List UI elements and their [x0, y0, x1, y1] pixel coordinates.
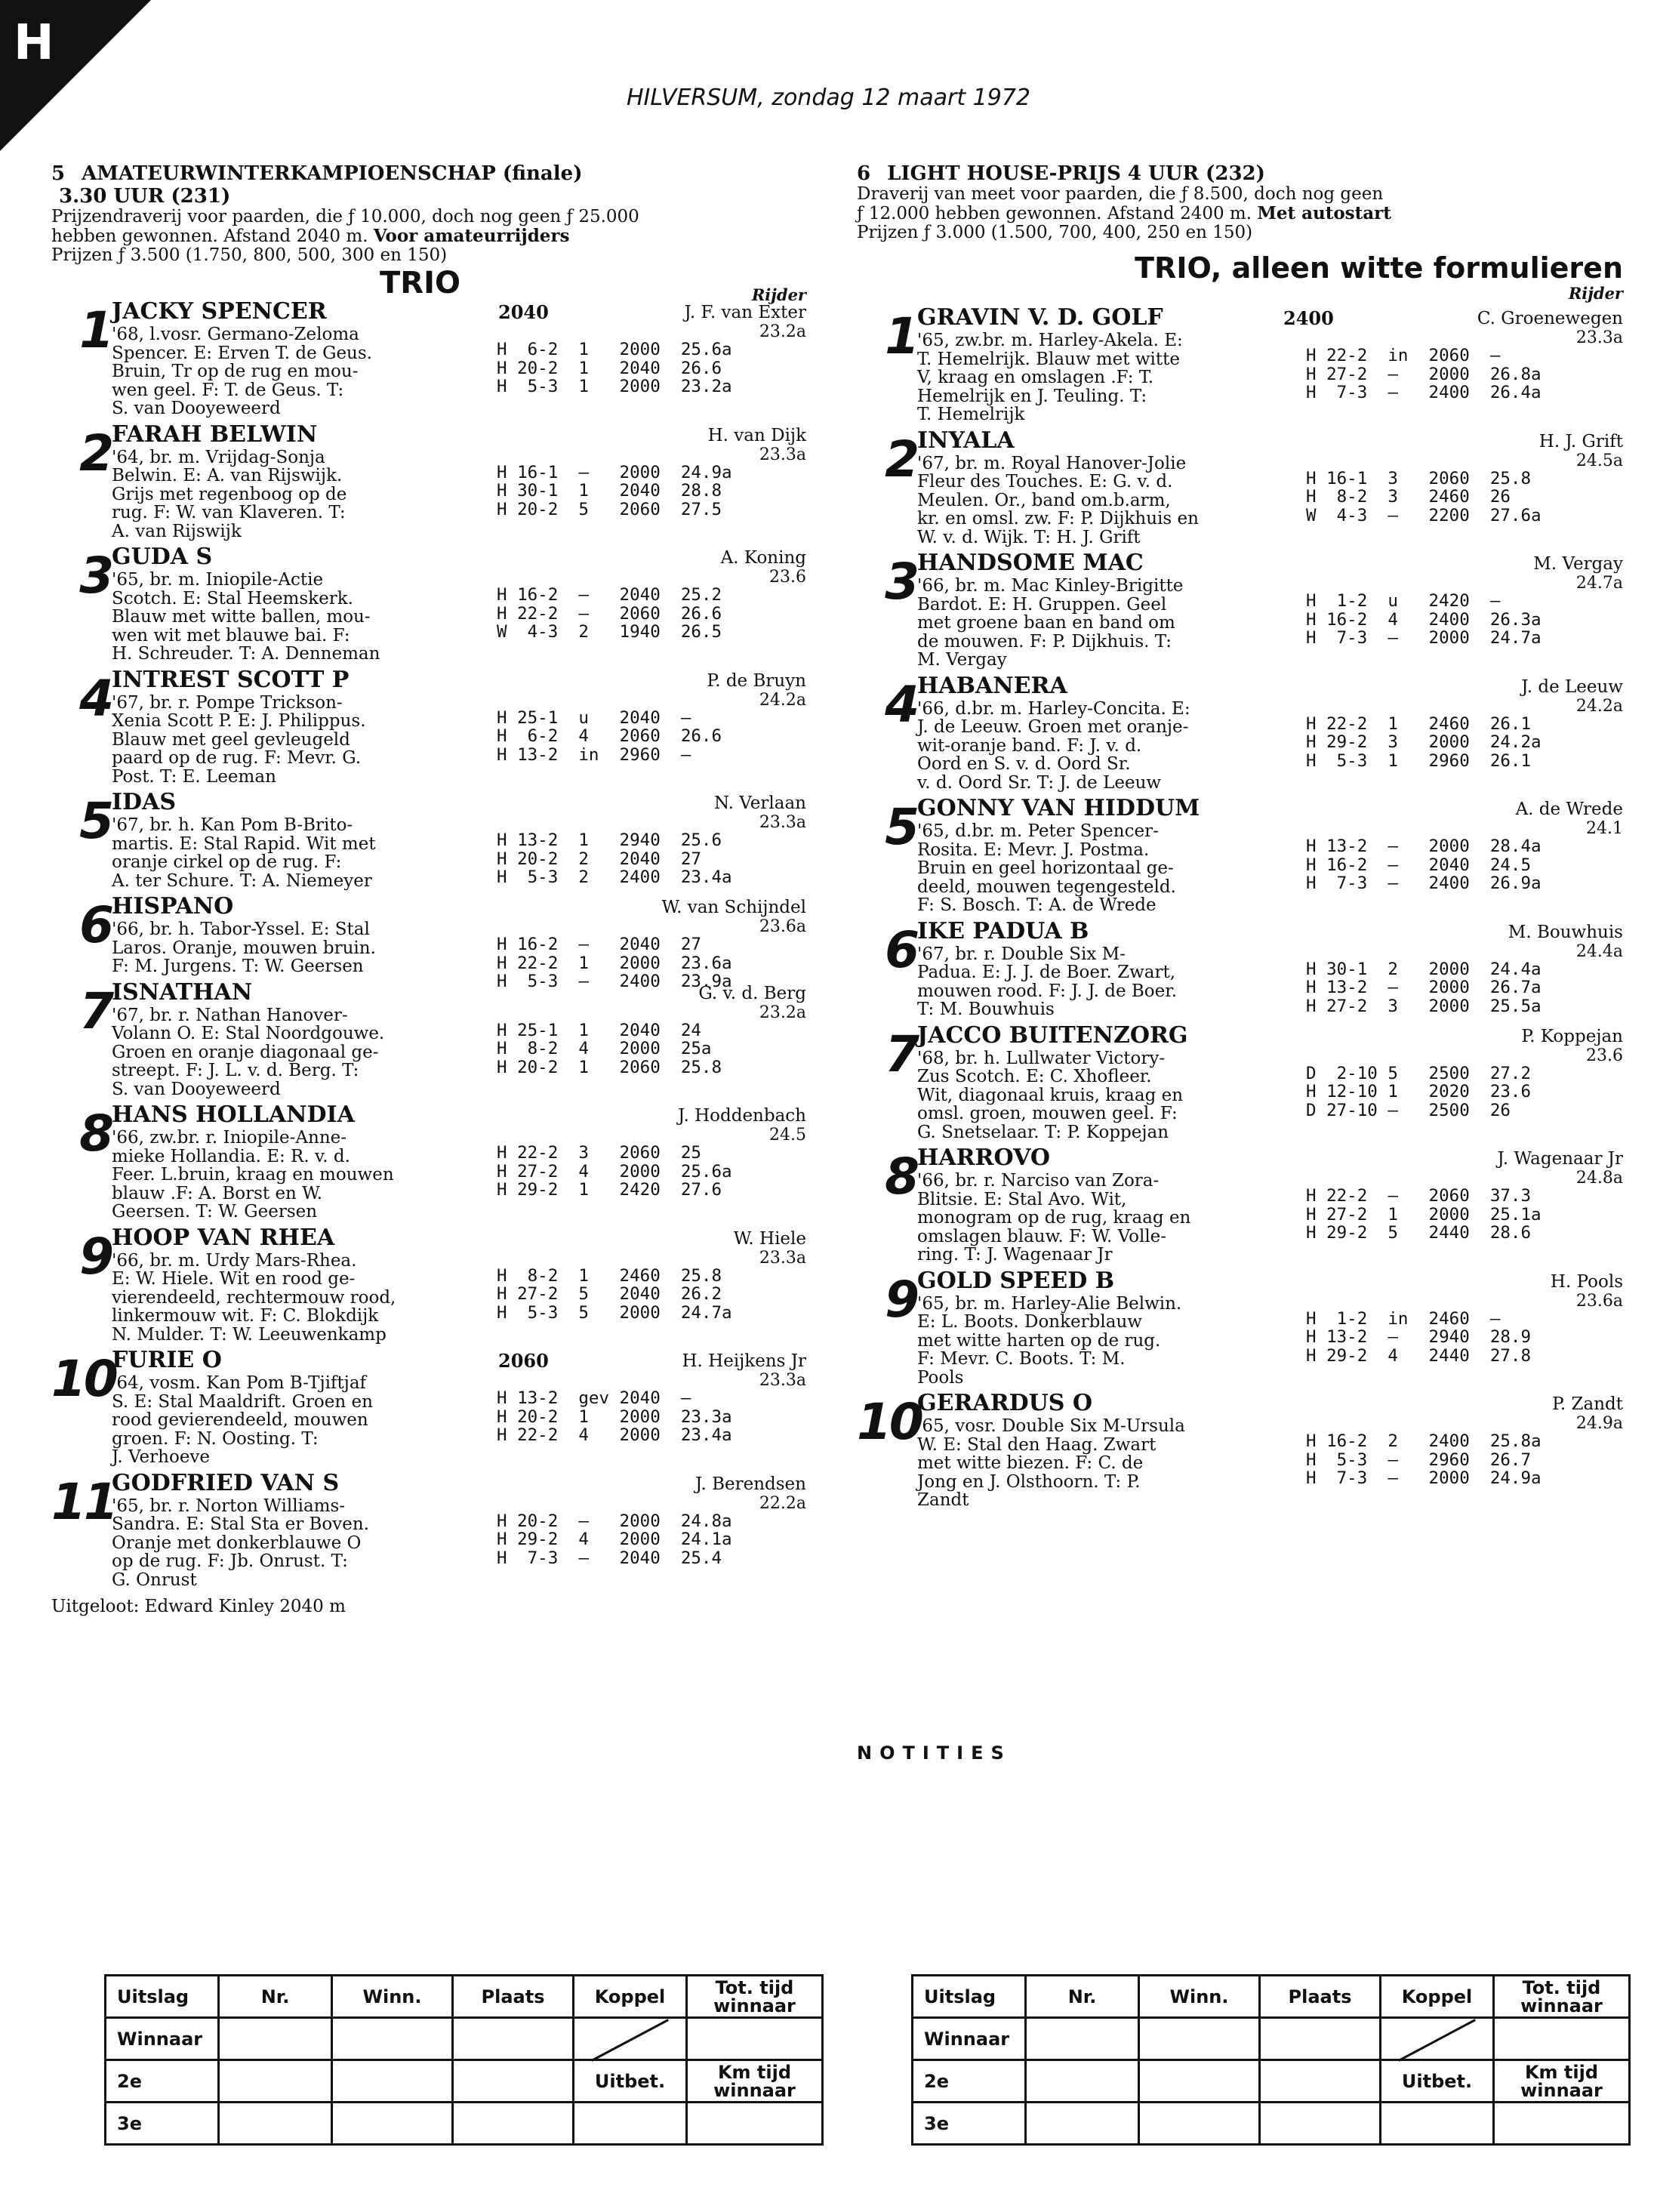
start-number: 11 [51, 1472, 116, 1531]
record-time: 23.6a [1575, 1291, 1623, 1311]
km-tijd-label: Km tijd winnaar [1494, 2060, 1630, 2103]
trio-line [51, 266, 806, 304]
race-time: 3.30 UUR (231) [59, 185, 231, 208]
horse-info: '67, br. r. Double Six M- Padua. E: J. J. de Boer. Zwart, mouwen rood. F: J. J. de Boer. T: M. Bouwhuis [917, 944, 1178, 1019]
header-tot-tijd: Tot. tijd winnaar [687, 1976, 823, 2018]
rider-name: M. Bouwhuis [1508, 922, 1623, 942]
rider-name: J. de Leeuw [1521, 676, 1623, 697]
horse-info: '65, d.br. m. Peter Spencer- Rosita. E: Mevr. J. Postma. Bruin en geel horizontaal ge- deeld, mouwen tegengesteld. F: S. Bosch. T: A. de Wrede [917, 821, 1176, 915]
winnaar-plaats-cell[interactable] [1260, 2018, 1381, 2060]
horse-info: '64, vosm. Kan Pom B-Tjiftjaf S. E: Stal Maaldrift. Groen en rood gevierendeeld, mouwen groen. F: N. Oosting. T: J. Verhoeve [112, 1373, 373, 1467]
horse-name: HOOP VAN RHEA [112, 1224, 335, 1251]
trio-label: TRIO [380, 266, 460, 300]
header-koppel: Koppel [1381, 1976, 1494, 2018]
2e-nr-cell[interactable] [219, 2060, 332, 2103]
record-time: 24.2a [1575, 696, 1623, 716]
horse-name: HABANERA [917, 672, 1067, 699]
horse-entry [857, 674, 1623, 797]
start-number: 5 [885, 798, 917, 856]
3e-nr-cell[interactable] [1026, 2103, 1139, 2145]
rider-name: J. Berendsen [695, 1474, 806, 1494]
start-number: 6 [885, 920, 917, 979]
race-description [51, 208, 806, 265]
winnaar-winn-cell[interactable] [1139, 2018, 1260, 2060]
race-header [857, 162, 1623, 185]
horse-name: IKE PADUA B [917, 917, 1089, 944]
2e-nr-cell[interactable] [1026, 2060, 1139, 2103]
header-nr: Nr. [219, 1976, 332, 2018]
winnaar-plaats-cell[interactable] [453, 2018, 574, 2060]
uitbet-value-cell[interactable] [1381, 2103, 1494, 2145]
rijder-line [857, 286, 1623, 301]
race-description [857, 185, 1623, 242]
horse-entry [51, 1226, 806, 1349]
horse-name: GOLD SPEED B [917, 1267, 1115, 1294]
record-time: 23.3a [759, 445, 806, 464]
2e-winn-cell[interactable] [332, 2060, 453, 2103]
horse-info: '67, br. h. Kan Pom B-Brito- martis. E: Stal Rapid. Wit met oranje cirkel op de rug. F: A. ter Schure. T: A. Niemeyer [112, 815, 376, 891]
recent-results: D 2-10 5 2500 27.2 H 12-10 1 2020 23.6 D 27-10 — 2500 26 [1306, 1063, 1532, 1120]
rider-name: N. Verlaan [714, 793, 806, 813]
km-tijd-value-cell[interactable] [687, 2103, 823, 2145]
horse-info: '66, d.br. m. Harley-Concita. E: J. de Leeuw. Groen met oranje- wit-oranje band. F: J. v. d. Oord en S. v. d. Oord Sr. v. d. Oord Sr. T: J. de Leeuw [917, 698, 1190, 793]
rider-name: P. Zandt [1552, 1394, 1623, 1414]
record-time: 23.3a [1575, 328, 1623, 347]
start-distance: 2040 [498, 301, 549, 323]
recent-results: H 16-2 — 2040 25.2 H 22-2 — 2060 26.6 W 4-3 2 1940 26.5 [497, 585, 722, 642]
horse-entry [51, 300, 806, 423]
recent-results: H 22-2 — 2060 37.3 H 27-2 1 2000 25.1a H 29-2 5 2440 28.6 [1306, 1186, 1542, 1243]
winnaar-nr-cell[interactable] [219, 2018, 332, 2060]
record-time: 23.3a [759, 1371, 806, 1390]
start-number: 10 [857, 1393, 922, 1451]
rider-name: A. Koning [720, 548, 806, 568]
recent-results: H 16-2 2 2400 25.8a H 5-3 — 2960 26.7 H 7-3 — 2000 24.9a [1306, 1431, 1542, 1488]
rider-name: J. F. van Exter [684, 303, 806, 322]
horse-info: '67, br. r. Pompe Trickson- Xenia Scott P. E: J. Philippus. Blauw met geel gevleugeld paard op de rug. F: Mevr. G. Post. T: E. Leeman [112, 692, 366, 787]
start-number: 1 [79, 301, 112, 359]
horse-entry [51, 1348, 806, 1471]
result-table-right [911, 1974, 1631, 2146]
horse-name: INYALA [917, 427, 1015, 454]
recent-results: H 22-2 1 2460 26.1 H 29-2 3 2000 24.2a H 5-3 1 2960 26.1 [1306, 713, 1542, 771]
rider-name: P. Koppejan [1521, 1026, 1623, 1046]
start-number: 3 [885, 553, 917, 611]
trio-line [857, 251, 1623, 286]
recent-results: H 22-2 3 2060 25 H 27-2 4 2000 25.6a H 29-2 1 2420 27.6 [497, 1143, 732, 1200]
3e-winn-cell[interactable] [1139, 2103, 1260, 2145]
horse-info: '67, br. r. Nathan Hanover- Volann O. E: Stal Noordgouwe. Groen en oranje diagonaal ge- streept. F: J. L. v. d. Berg. T: S. van Dooyeweerd [112, 1005, 385, 1099]
start-distance: 2400 [1283, 307, 1334, 329]
horse-name: GERARDUS O [917, 1390, 1093, 1416]
start-number: 9 [885, 1270, 917, 1329]
horse-info: '65, br. r. Norton Williams- Sandra. E: Stal Sta er Boven. Oranje met donkerblauwe O op de rug. F: Jb. Onrust. T: G. Onrust [112, 1496, 369, 1590]
row-winnaar-label: Winnaar [913, 2018, 1026, 2060]
recent-results: H 1-2 u 2420 — H 16-2 4 2400 26.3a H 7-3 — 2000 24.7a [1306, 591, 1542, 648]
header-plaats: Plaats [453, 1976, 574, 2018]
koppel-slash-cell[interactable] [574, 2018, 687, 2060]
race-desc-bold: Voor amateurrijders [373, 226, 570, 246]
corner-letter: H [14, 15, 54, 71]
horse-info: '65, vosr. Double Six M-Ursula W. E: Stal den Haag. Zwart met witte biezen. F: C. de Jong en J. Olsthoorn. T: P. Zandt [917, 1416, 1185, 1510]
start-number: 2 [885, 430, 917, 488]
race-header [51, 162, 806, 185]
race-number: 6 [857, 162, 871, 185]
horse-entry [857, 551, 1623, 674]
2e-plaats-cell[interactable] [453, 2060, 574, 2103]
recent-results: H 16-1 3 2060 25.8 H 8-2 3 2460 26 W 4-3 — 2200 27.6a [1306, 468, 1542, 525]
horse-entry [857, 917, 1623, 1024]
race-6-column [857, 162, 1623, 1514]
page-title: HILVERSUM, zondag 12 maart 1972 [626, 85, 1031, 111]
horse-info: '66, br. m. Urdy Mars-Rhea. E: W. Hiele. Wit en rood ge- vierendeeld, rechtermouw rood, linkermouw wit. F: C. Blokdijk N. Mulder. T: W. Leeuwenkamp [112, 1250, 396, 1345]
start-number: 2 [79, 424, 112, 482]
uitbet-label: Uitbet. [574, 2060, 687, 2103]
3e-plaats-cell[interactable] [453, 2103, 574, 2145]
rider-name: H. van Dijk [707, 425, 806, 445]
row-2e-label: 2e [106, 2060, 219, 2103]
horse-entry [51, 1471, 806, 1594]
header-nr: Nr. [1026, 1976, 1139, 2018]
horse-name: GODFRIED VAN S [112, 1469, 340, 1496]
uitbet-label: Uitbet. [1381, 2060, 1494, 2103]
record-time: 23.2a [759, 322, 806, 341]
start-number: 8 [885, 1148, 917, 1206]
horse-name: JACCO BUITENZORG [917, 1021, 1188, 1049]
recent-results: H 16-1 — 2000 24.9a H 30-1 1 2040 28.8 H 20-2 5 2060 27.5 [497, 462, 732, 519]
race-desc-text: ƒ 12.000 hebben gewonnen. Afstand 2400 m. [857, 204, 1258, 223]
race-desc-line: Prijzendraverij voor paarden, die ƒ 10.000, doch nog geen ƒ 25.000 [51, 207, 639, 226]
race-desc-text: hebben gewonnen. Afstand 2040 m. [51, 226, 374, 246]
koppel-slash-cell[interactable] [1381, 2018, 1494, 2060]
start-number: 10 [51, 1350, 116, 1408]
rider-name: W. van Schijndel [661, 898, 806, 917]
header-tot-tijd: Tot. tijd winnaar [1494, 1976, 1630, 2018]
record-time: 23.6 [1586, 1046, 1623, 1065]
horse-name: IDAS [112, 789, 176, 815]
horse-info: '66, br. h. Tabor-Yssel. E: Stal Laros. Oranje, mouwen bruin. F: M. Jurgens. T: W. Geersen [112, 920, 376, 976]
start-number: 7 [885, 1024, 917, 1083]
record-time: 22.2a [759, 1493, 806, 1513]
record-time: 24.4a [1575, 941, 1623, 961]
horse-entry [51, 893, 806, 991]
horse-name: HANDSOME MAC [917, 550, 1144, 576]
start-number: 6 [79, 896, 112, 954]
rider-name: C. Groenewegen [1477, 309, 1623, 328]
horse-info: '66, br. m. Mac Kinley-Brigitte Bardot. E: H. Gruppen. Geel met groene baan en band om de mouwen. F: P. Dijkhuis. T: M. Vergay [917, 576, 1184, 670]
result-table-left [104, 1974, 824, 2146]
recent-results: H 13-2 — 2000 28.4a H 16-2 — 2040 24.5 H 7-3 — 2400 26.9a [1306, 836, 1542, 893]
record-time: 24.2a [759, 690, 806, 710]
race-desc-bold: Met autostart [1257, 203, 1391, 223]
race-name: AMATEURWINTERKAMPIOENSCHAP (finale) [82, 162, 583, 185]
uitbet-value-cell[interactable] [574, 2103, 687, 2145]
race-desc-line: Prijzen ƒ 3.500 (1.750, 800, 500, 300 en 150) [51, 245, 448, 265]
3e-winn-cell[interactable] [332, 2103, 453, 2145]
race-name: LIGHT HOUSE-PRIJS 4 UUR (232) [887, 162, 1265, 185]
record-time: 24.7a [1575, 574, 1623, 593]
header-winn: Winn. [1139, 1976, 1260, 2018]
horse-name: GONNY VAN HIDDUM [917, 795, 1200, 821]
horse-name: FARAH BELWIN [112, 421, 318, 448]
recent-results: H 13-2 1 2940 25.6 H 20-2 2 2040 27 H 5-3 2 2400 23.4a [497, 830, 732, 887]
notities-heading: NOTITIES [857, 1742, 1012, 1764]
rider-name: J. Wagenaar Jr [1497, 1149, 1623, 1169]
2e-plaats-cell[interactable] [1260, 2060, 1381, 2103]
horse-entry [857, 1146, 1623, 1269]
horse-info: '64, br. m. Vrijdag-Sonja Belwin. E: A. van Rijswijk. Grijs met regenboog op de rug. F: W. van Klaveren. T: A. van Rijswijk [112, 447, 347, 541]
row-3e-label: 3e [913, 2103, 1026, 2145]
horse-entry [857, 796, 1623, 920]
start-distance: 2060 [498, 1350, 549, 1372]
record-time: 23.3a [759, 1248, 806, 1268]
horse-info: '65, zw.br. m. Harley-Akela. E: T. Hemelrijk. Blauw met witte V, kraag en omslagen .F: T. Hemelrijk en J. Teuling. T: T. Hemelrijk [917, 331, 1183, 424]
recent-results: H 16-2 — 2040 27 H 22-2 1 2000 23.6a H 5-3 — 2400 23.9a [497, 935, 732, 991]
race-desc-line [51, 226, 806, 246]
rijder-label: Rijder [751, 285, 806, 304]
horse-name: INTREST SCOTT P [112, 666, 350, 693]
horse-name: GUDA S [112, 544, 213, 570]
rider-name: G. v. d. Berg [698, 983, 806, 1003]
rider-name: H. J. Grift [1538, 431, 1623, 451]
km-tijd-label: Km tijd winnaar [687, 2060, 823, 2103]
race-desc-line: Prijzen ƒ 3.000 (1.500, 700, 400, 250 en 150) [857, 223, 1253, 242]
horse-entry [51, 1103, 806, 1226]
tot-tijd-cell[interactable] [1494, 2018, 1630, 2060]
horse-entry [51, 978, 806, 1104]
record-time: 24.9a [1575, 1414, 1623, 1433]
header-uitslag: Uitslag [106, 1976, 219, 2018]
start-number: 3 [79, 547, 112, 605]
horse-name: HANS HOLLANDIA [112, 1101, 355, 1128]
horse-name: HARROVO [917, 1145, 1050, 1171]
horse-info: '66, br. r. Narciso van Zora- Blitsie. E: Stal Avo. Wit, monogram op de rug, kraag en omslagen blauw. F: W. Volle- ring. T: J. Wagenaar Jr [917, 1171, 1191, 1265]
record-time: 23.2a [759, 1003, 806, 1022]
2e-winn-cell[interactable] [1139, 2060, 1260, 2103]
rider-name: A. de Wrede [1515, 799, 1623, 819]
horse-info: '65, br. m. Iniopile-Actie Scotch. E: Stal Heemskerk. Blauw met witte ballen, mou- wen wit met blauwe bai. F: H. Schreuder. T: A. Denneman [112, 570, 380, 664]
header-koppel: Koppel [574, 1976, 687, 2018]
start-number: 9 [79, 1227, 112, 1286]
horse-name: GRAVIN V. D. GOLF [917, 304, 1163, 331]
3e-nr-cell[interactable] [219, 2103, 332, 2145]
horse-entry [857, 1391, 1623, 1514]
horse-info: '67, br. m. Royal Hanover-Jolie Fleur des Touches. E: G. v. d. Meulen. Or., band om.b.arm, kr. en omsl. zw. F: P. Dijkhuis en W. v. d. Wijk. T: H. J. Grift [917, 453, 1199, 547]
horse-name: FURIE O [112, 1347, 222, 1373]
rider-name: H. Pools [1550, 1271, 1623, 1292]
header-uitslag: Uitslag [913, 1976, 1026, 2018]
winnaar-winn-cell[interactable] [332, 2018, 453, 2060]
recent-results: H 22-2 in 2060 — H 27-2 — 2000 26.8a H 7-3 — 2400 26.4a [1306, 346, 1542, 402]
km-tijd-value-cell[interactable] [1494, 2103, 1630, 2145]
horse-name: JACKY SPENCER [112, 298, 327, 325]
horse-entry [857, 1269, 1623, 1392]
3e-plaats-cell[interactable] [1260, 2103, 1381, 2145]
recent-results: H 6-2 1 2000 25.6a H 20-2 1 2040 26.6 H 5-3 1 2000 23.2a [497, 340, 732, 396]
rider-name: P. de Bruyn [707, 670, 806, 691]
race-5-column [51, 162, 806, 1616]
start-number: 5 [79, 792, 112, 850]
recent-results: H 30-1 2 2000 24.4a H 13-2 — 2000 26.7a H 27-2 3 2000 25.5a [1306, 959, 1542, 1016]
header-winn: Winn. [332, 1976, 453, 2018]
horse-entry [857, 429, 1623, 552]
row-2e-label: 2e [913, 2060, 1026, 2103]
recent-results: H 25-1 u 2040 — H 6-2 4 2060 26.6 H 13-2 in 2960 — [497, 707, 722, 765]
entry-list [51, 300, 806, 1594]
recent-results: H 25-1 1 2040 24 H 8-2 4 2000 25a H 20-2 1 2060 25.8 [497, 1020, 722, 1077]
record-time: 24.5 [769, 1126, 806, 1145]
rider-name: J. Hoddenbach [678, 1106, 806, 1126]
record-time: 23.6 [769, 568, 806, 587]
horse-entry [51, 423, 806, 546]
horse-entry [51, 668, 806, 791]
horse-info: '65, br. m. Harley-Alie Belwin. E: L. Boots. Donkerblauw met witte harten op de rug. F: Mevr. C. Boots. T: M. Pools [917, 1293, 1182, 1388]
rider-name: M. Vergay [1533, 554, 1623, 574]
start-number: 4 [79, 669, 112, 728]
horse-info: '66, zw.br. r. Iniopile-Anne- mieke Hollandia. E: R. v. d. Feer. L.bruin, kraag en mouwen blauw .F: A. Borst en W. Geersen. T: W. Geersen [112, 1128, 394, 1222]
horse-info: '68, br. h. Lullwater Victory- Zus Scotch. E: C. Xhofleer. Wit, diagonaal kruis, kraag en omsl. groen, mouwen geel. F: G. Snetselaar. T: P. Koppejan [917, 1048, 1184, 1142]
winnaar-nr-cell[interactable] [1026, 2018, 1139, 2060]
horse-entry [51, 545, 806, 668]
horse-entry [51, 790, 806, 895]
start-number: 1 [885, 307, 917, 365]
recent-results: H 1-2 in 2460 — H 13-2 — 2940 28.9 H 29-2 4 2440 27.8 [1306, 1308, 1532, 1366]
horse-entry [857, 306, 1623, 429]
record-time: 24.8a [1575, 1169, 1623, 1188]
record-time: 23.3a [759, 813, 806, 832]
horse-name: HISPANO [112, 893, 234, 920]
record-time: 23.6a [759, 917, 806, 936]
rider-name: W. Hiele [733, 1228, 806, 1249]
row-3e-label: 3e [106, 2103, 219, 2145]
header-plaats: Plaats [1260, 1976, 1381, 2018]
race-number: 5 [51, 162, 66, 185]
recent-results: H 8-2 1 2460 25.8 H 27-2 5 2040 26.2 H 5-3 5 2000 24.7a [497, 1265, 732, 1323]
recent-results: H 20-2 — 2000 24.8a H 29-2 4 2000 24.1a H 7-3 — 2040 25.4 [497, 1511, 732, 1568]
horse-name: ISNATHAN [112, 978, 253, 1006]
horse-entry [857, 1021, 1623, 1147]
entry-list [857, 306, 1623, 1514]
start-number: 8 [79, 1104, 112, 1163]
start-number: 7 [79, 981, 112, 1040]
rijder-label: Rijder [1568, 284, 1623, 303]
trio-label: TRIO, alleen witte formulieren [1135, 251, 1623, 285]
tot-tijd-cell[interactable] [687, 2018, 823, 2060]
record-time: 24.1 [1586, 819, 1623, 838]
start-number: 4 [885, 675, 917, 734]
race-desc-line [857, 204, 1623, 223]
uitgeloot-note: Uitgeloot: Edward Kinley 2040 m [51, 1597, 346, 1616]
record-time: 24.5a [1575, 451, 1623, 470]
recent-results: H 13-2 gev 2040 — H 20-2 1 2000 23.3a H 22-2 4 2000 23.4a [497, 1388, 732, 1445]
rider-name: H. Heijkens Jr [682, 1351, 806, 1371]
row-winnaar-label: Winnaar [106, 2018, 219, 2060]
race-desc-line: Draverij van meet voor paarden, die ƒ 8.500, doch nog geen [857, 184, 1384, 204]
horse-info: '68, l.vosr. Germano-Zeloma Spencer. E: Erven T. de Geus. Bruin, Tr op de rug en mou- wen geel. F: T. de Geus. T: S. van Dooyeweerd [112, 325, 372, 418]
